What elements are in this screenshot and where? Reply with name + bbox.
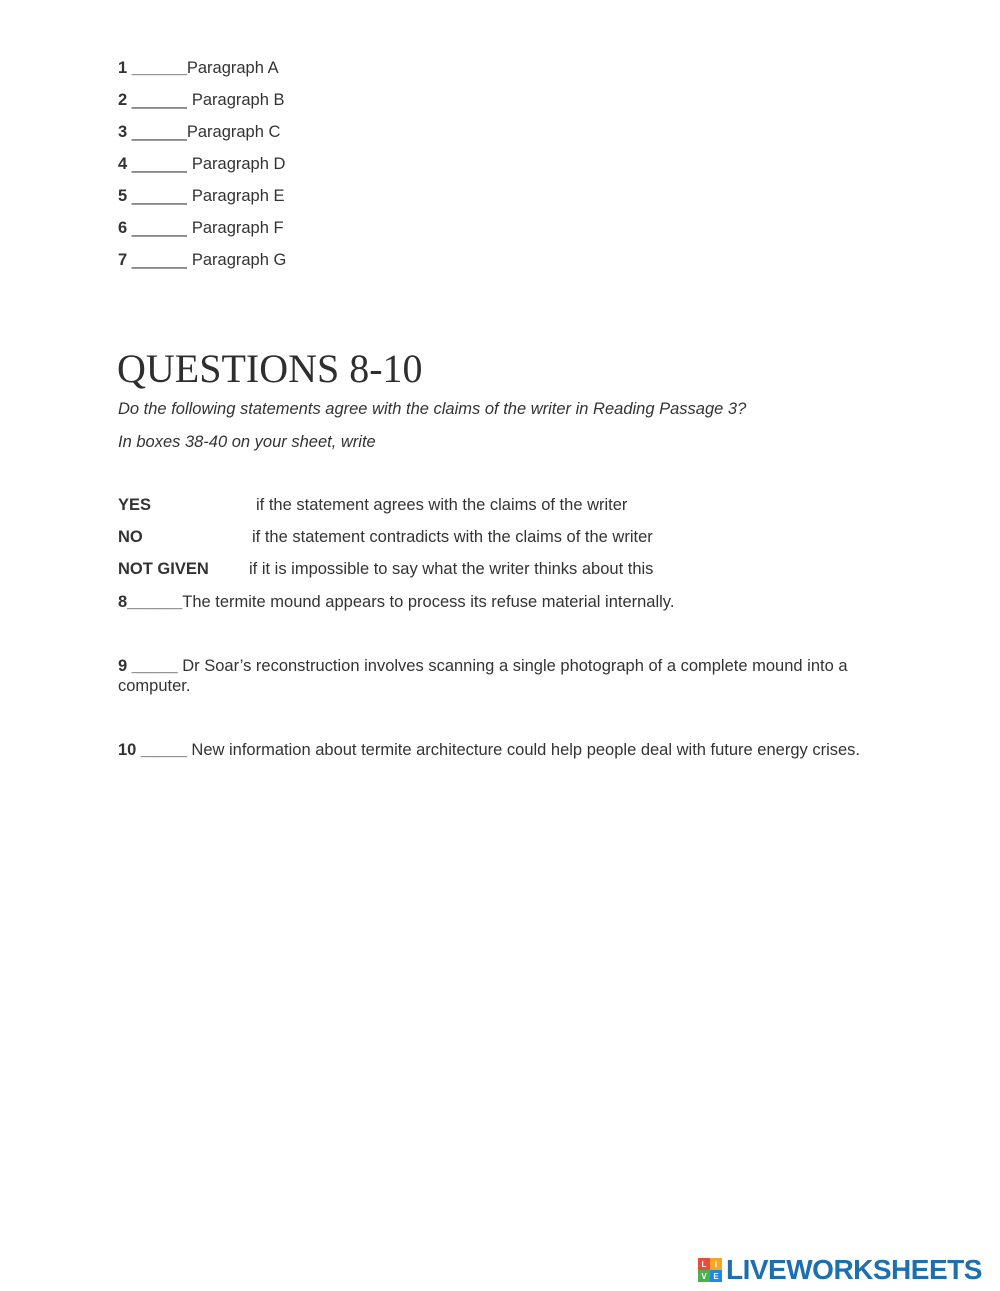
item-number: 3 bbox=[118, 123, 128, 141]
matching-item bbox=[118, 58, 286, 90]
paragraph-label: Paragraph B bbox=[191, 91, 285, 109]
key-definition: if the statement agrees with the claims of the writer bbox=[256, 496, 628, 514]
item-number: 2 bbox=[118, 91, 128, 109]
paragraph-label: Paragraph A bbox=[186, 59, 279, 77]
matching-item bbox=[118, 122, 286, 154]
logo-mark-letter: L bbox=[698, 1258, 710, 1270]
question-8 bbox=[118, 592, 898, 612]
answer-blank[interactable]: ______ bbox=[131, 219, 187, 237]
logo-mark-icon bbox=[698, 1258, 722, 1282]
liveworksheets-logo bbox=[698, 1254, 982, 1285]
item-number: 7 bbox=[118, 251, 128, 269]
matching-list bbox=[118, 58, 286, 282]
matching-item bbox=[118, 218, 286, 250]
question-9 bbox=[118, 656, 898, 696]
logo-text: LIVEWORKSHEETS bbox=[726, 1254, 982, 1285]
logo-mark-letter: V bbox=[698, 1270, 710, 1282]
item-number: 6 bbox=[118, 219, 128, 237]
logo-mark-letter: I bbox=[710, 1258, 722, 1270]
answer-blank[interactable]: ______ bbox=[131, 155, 187, 173]
logo-mark-letter: E bbox=[710, 1270, 722, 1282]
answer-blank[interactable]: ______ bbox=[131, 91, 187, 109]
paragraph-label: Paragraph E bbox=[191, 187, 285, 205]
paragraph-label: Paragraph C bbox=[186, 123, 281, 141]
question-number[interactable]: 9 _____ bbox=[118, 657, 178, 675]
key-definition: if it is impossible to say what the writer thinks about this bbox=[249, 560, 654, 578]
key-term: NO bbox=[118, 528, 143, 546]
matching-item bbox=[118, 90, 286, 122]
item-number: 1 bbox=[118, 59, 128, 77]
question-text: New information about termite architecture could help people deal with future energy crises. bbox=[186, 741, 861, 759]
question-text: Dr Soar’s reconstruction involves scanning a single photograph of a complete mound into a computer. bbox=[118, 657, 848, 695]
answer-blank[interactable]: ______ bbox=[131, 251, 187, 269]
key-definition: if the statement contradicts with the claims of the writer bbox=[252, 528, 653, 546]
paragraph-label: Paragraph F bbox=[191, 219, 284, 237]
question-text: The termite mound appears to process its refuse material internally. bbox=[182, 593, 675, 611]
question-number[interactable]: 8______ bbox=[118, 593, 183, 611]
instruction-line: Do the following statements agree with the claims of the writer in Reading Passage 3? bbox=[118, 400, 747, 418]
instruction-line: In boxes 38-40 on your sheet, write bbox=[118, 433, 376, 451]
item-number: 5 bbox=[118, 187, 128, 205]
question-10 bbox=[118, 740, 898, 760]
question-number[interactable]: 10 _____ bbox=[118, 741, 187, 759]
answer-blank[interactable]: ______ bbox=[131, 59, 187, 77]
answer-blank[interactable]: ______ bbox=[131, 123, 187, 141]
matching-item bbox=[118, 250, 286, 282]
item-number: 4 bbox=[118, 155, 128, 173]
answer-blank[interactable]: ______ bbox=[131, 187, 187, 205]
key-term: YES bbox=[118, 496, 152, 514]
matching-item bbox=[118, 186, 286, 218]
paragraph-label: Paragraph G bbox=[191, 251, 287, 269]
section-title: QUESTIONS 8-10 bbox=[117, 346, 423, 391]
matching-item bbox=[118, 154, 286, 186]
key-term: NOT GIVEN bbox=[118, 560, 209, 578]
paragraph-label: Paragraph D bbox=[191, 155, 286, 173]
